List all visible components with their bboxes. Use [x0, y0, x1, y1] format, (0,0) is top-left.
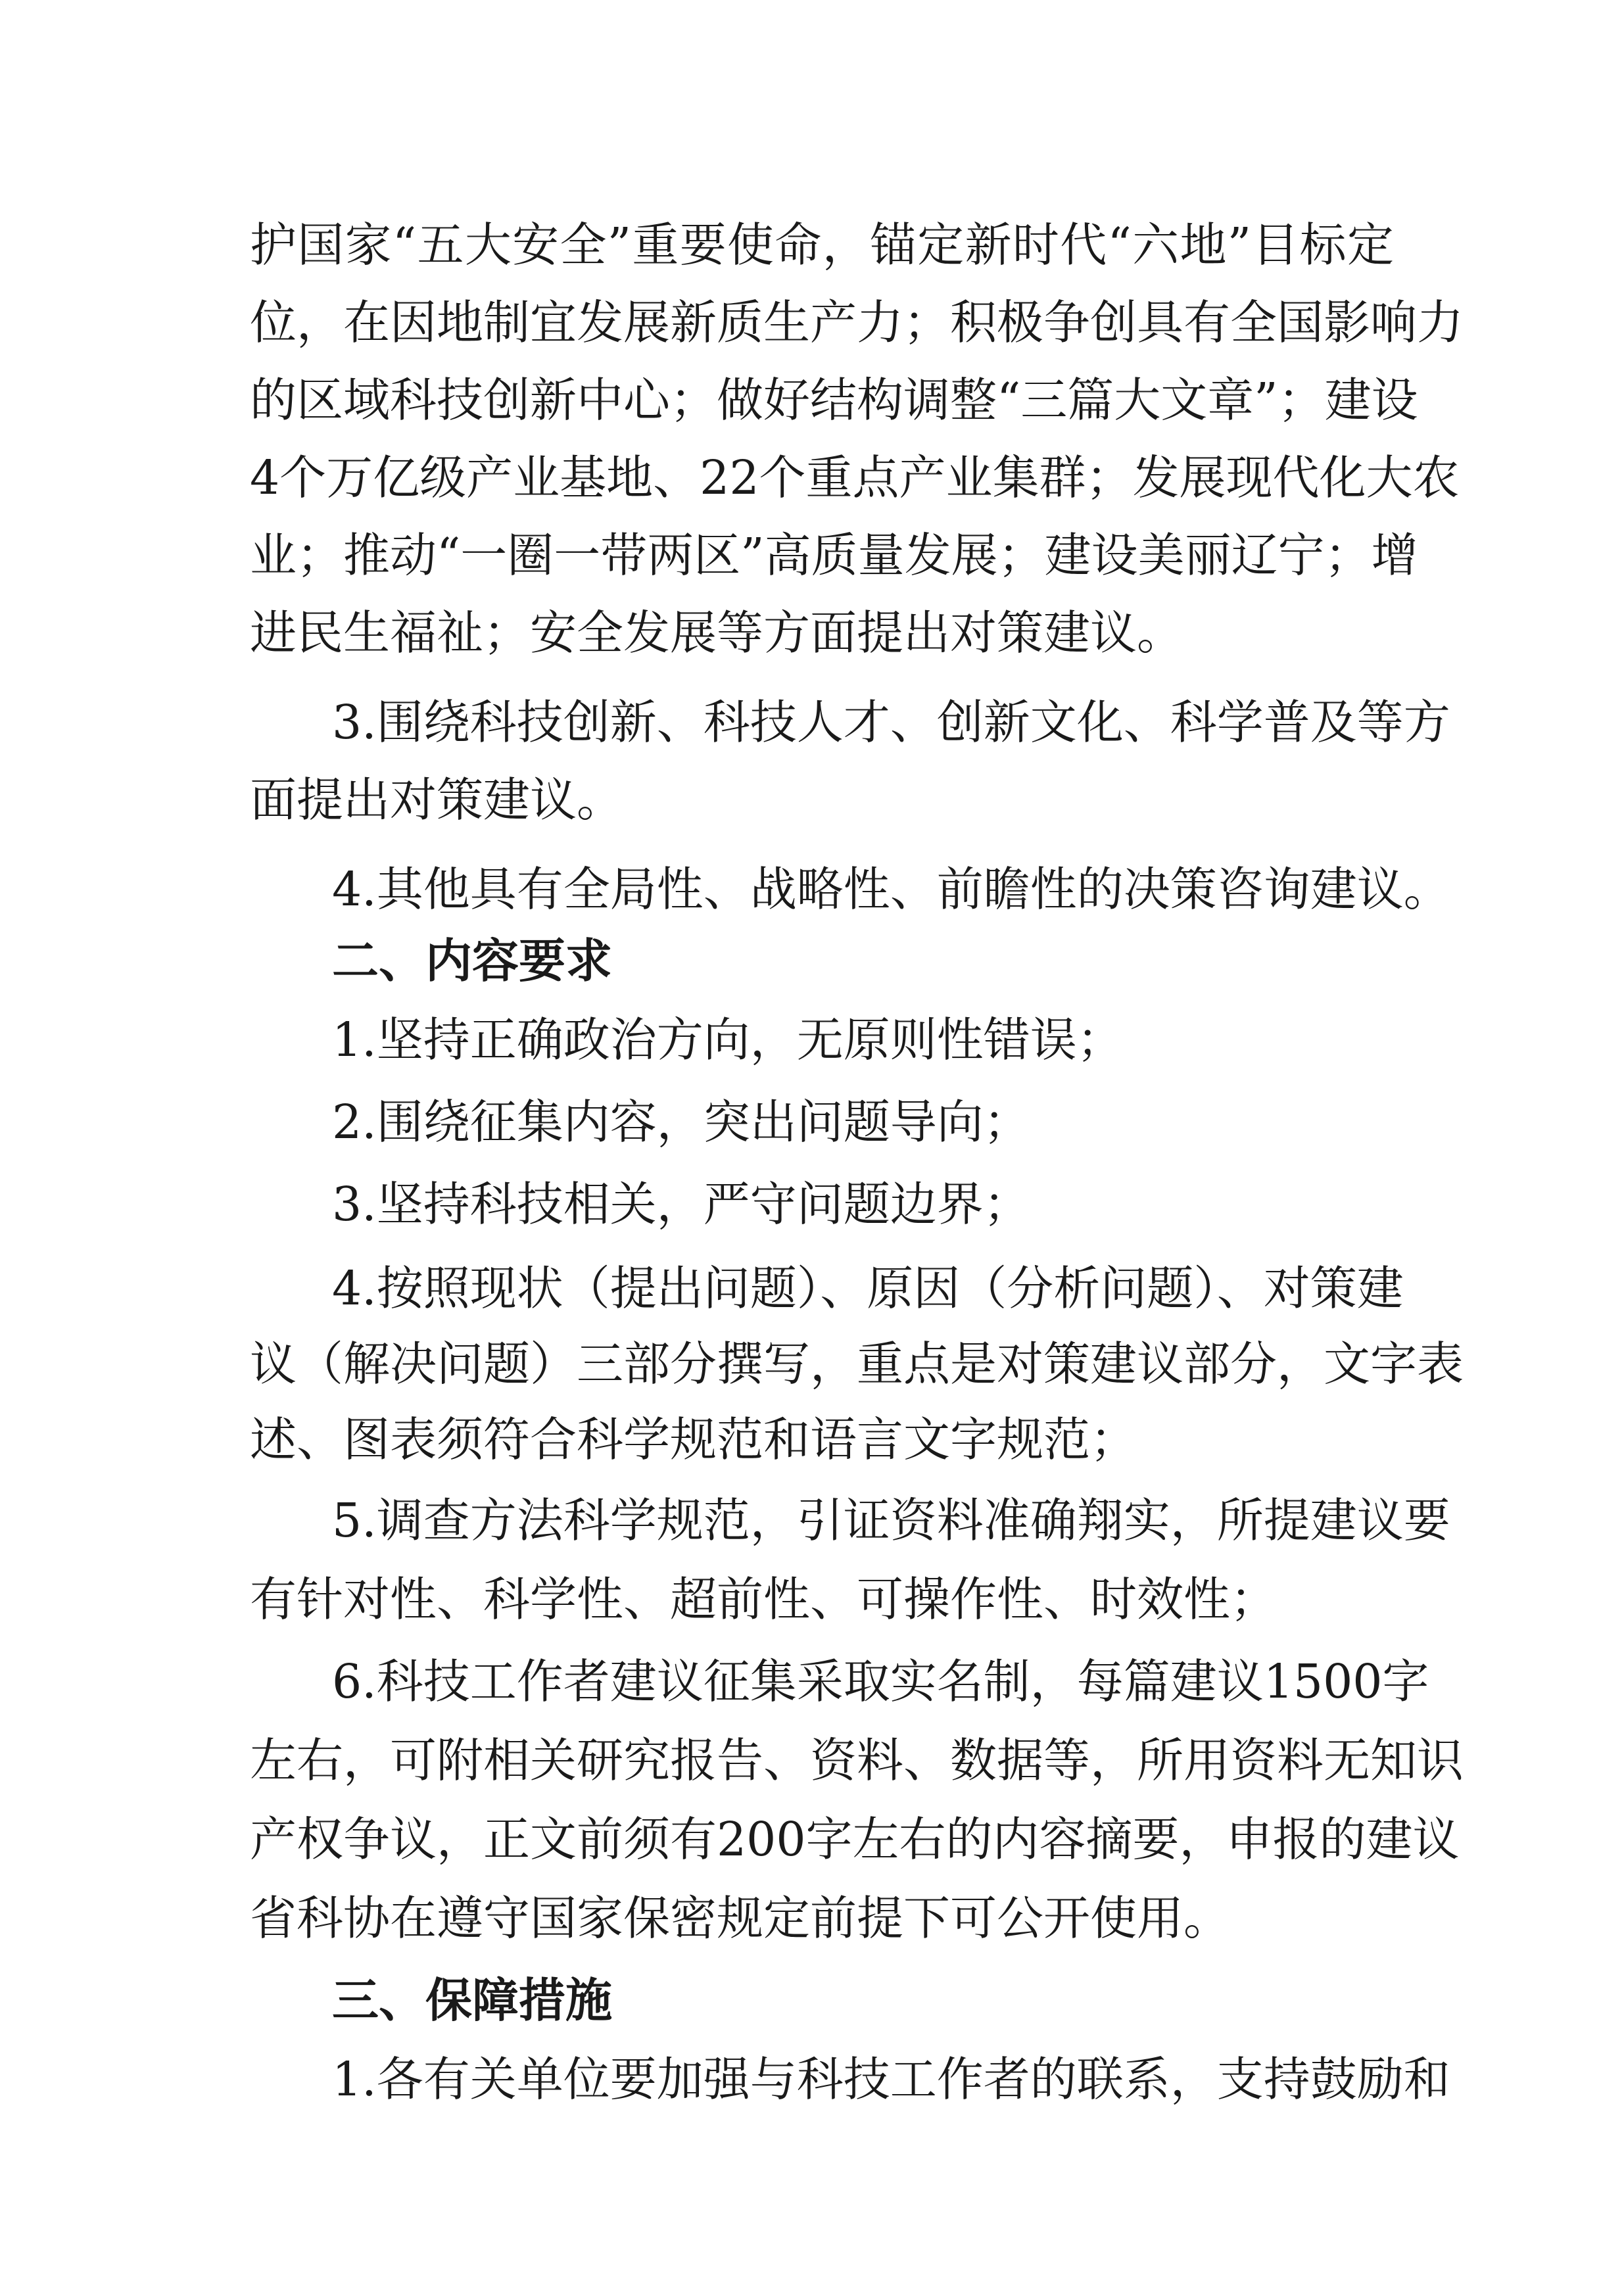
paragraph-line: 1.各有关单位要加强与科技工作者的联系，支持鼓励和 — [332, 2052, 1450, 2107]
paragraph-line: 3.围绕科技创新、科技人才、创新文化、科学普及等方 — [332, 695, 1450, 750]
paragraph-line: 位，在因地制宜发展新质生产力；积极争创具有全国影响力 — [250, 295, 1464, 350]
paragraph-line: 省科协在遵守国家保密规定前提下可公开使用。 — [250, 1891, 1231, 1945]
paragraph-line: 议（解决问题）三部分撰写，重点是对策建议部分，文字表 — [250, 1337, 1464, 1391]
paragraph-line: 述、图表须符合科学规范和语言文字规范； — [250, 1412, 1137, 1467]
paragraph-line: 6.科技工作者建议征集采取实名制，每篇建议1500字 — [332, 1654, 1429, 1709]
paragraph-line: 4.按照现状（提出问题）、原因（分析问题）、对策建 — [332, 1261, 1404, 1316]
paragraph-line: 产权争议，正文前须有200字左右的内容摘要，申报的建议 — [250, 1812, 1460, 1867]
paragraph-line: 左右，可附相关研究报告、资料、数据等，所用资料无知识 — [250, 1733, 1464, 1788]
section-heading: 二、内容要求 — [332, 934, 613, 988]
section-heading: 三、保障措施 — [332, 1973, 613, 2028]
paragraph-line: 有针对性、科学性、超前性、可操作性、时效性； — [250, 1572, 1278, 1627]
paragraph-line: 1.坚持正确政治方向，无原则性错误； — [332, 1013, 1124, 1067]
paragraph-line: 进民生福祉；安全发展等方面提出对策建议。 — [250, 606, 1184, 660]
paragraph-line: 的区域科技创新中心；做好结构调整“三篇大文章”；建设 — [250, 373, 1418, 427]
paragraph-line: 5.调查方法科学规范，引证资料准确翔实，所提建议要 — [332, 1493, 1450, 1548]
paragraph-line: 业；推动“一圈一带两区”高质量发展；建设美丽辽宁；增 — [250, 528, 1418, 583]
paragraph-line: 4个万亿级产业基地、22个重点产业集群；发展现代化大农 — [250, 450, 1460, 505]
paragraph-line: 护国家“五大安全”重要使命，锚定新时代“六地”目标定 — [250, 218, 1394, 272]
paragraph-line: 面提出对策建议。 — [250, 773, 624, 827]
paragraph-line: 3.坚持科技相关，严守问题边界； — [332, 1177, 1030, 1231]
paragraph-line: 4.其他具有全局性、战略性、前瞻性的决策咨询建议。 — [332, 862, 1450, 917]
paragraph-line: 2.围绕征集内容，突出问题导向； — [332, 1095, 1030, 1149]
